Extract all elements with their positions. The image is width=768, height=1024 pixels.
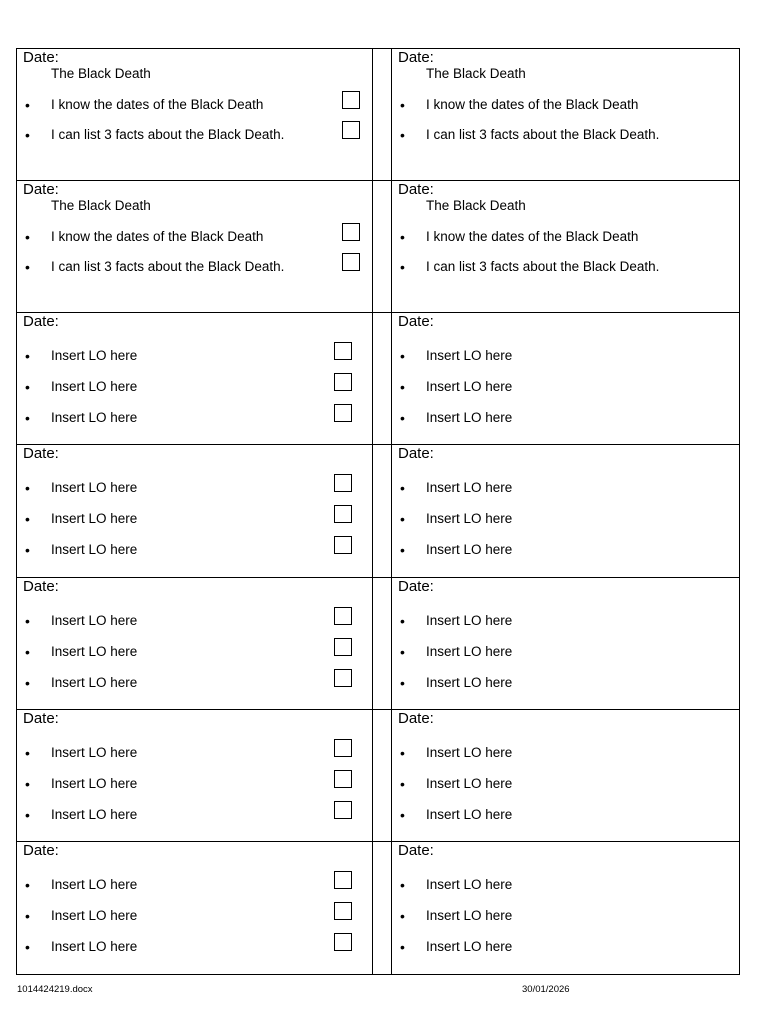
lo-item (391, 807, 739, 827)
bullet-icon: • (25, 127, 30, 143)
bullet-icon: • (25, 807, 30, 823)
bullet-icon: • (400, 877, 405, 893)
date-label: Date: (23, 313, 59, 330)
lo-checkbox[interactable] (334, 739, 352, 757)
lo-cell (16, 181, 372, 312)
lo-text: Insert LO here (51, 745, 138, 760)
lo-cell (391, 49, 739, 180)
bullet-icon: • (400, 410, 405, 426)
lo-checkbox[interactable] (334, 342, 352, 360)
lo-text: Insert LO here (51, 613, 138, 628)
lo-item (391, 613, 739, 633)
bullet-icon: • (400, 97, 405, 113)
bullet-icon: • (25, 511, 30, 527)
lo-item (16, 939, 372, 959)
bullet-icon: • (25, 348, 30, 364)
date-label: Date: (23, 710, 59, 727)
lo-text: I know the dates of the Black Death (51, 229, 264, 244)
lo-text: Insert LO here (426, 348, 513, 363)
lo-item (16, 97, 372, 117)
bullet-icon: • (25, 939, 30, 955)
bullet-icon: • (25, 776, 30, 792)
lo-item (16, 127, 372, 147)
lo-text: Insert LO here (426, 939, 513, 954)
lo-cell (391, 181, 739, 312)
lo-text: Insert LO here (426, 807, 513, 822)
lo-checkbox[interactable] (342, 91, 360, 109)
date-label: Date: (23, 181, 59, 198)
bullet-icon: • (400, 644, 405, 660)
lo-checkbox[interactable] (334, 871, 352, 889)
lo-checkbox[interactable] (334, 505, 352, 523)
lo-text: Insert LO here (51, 776, 138, 791)
lo-item (16, 908, 372, 928)
lo-item (16, 745, 372, 765)
lo-cell (391, 842, 739, 974)
lo-checkbox[interactable] (334, 933, 352, 951)
lo-text: Insert LO here (426, 410, 513, 425)
lo-checkbox[interactable] (334, 638, 352, 656)
lo-text: I know the dates of the Black Death (51, 97, 264, 112)
lo-text: Insert LO here (51, 542, 138, 557)
lo-checkbox[interactable] (334, 536, 352, 554)
bullet-icon: • (400, 348, 405, 364)
lo-checkbox[interactable] (334, 404, 352, 422)
bullet-icon: • (400, 908, 405, 924)
lo-cell (16, 578, 372, 709)
lo-item (391, 877, 739, 897)
lo-item (391, 939, 739, 959)
bullet-icon: • (25, 229, 30, 245)
date-label: Date: (398, 842, 434, 859)
lo-text: Insert LO here (51, 675, 138, 690)
bullet-icon: • (400, 613, 405, 629)
date-label: Date: (23, 842, 59, 859)
lo-text: I can list 3 facts about the Black Death. (51, 259, 285, 274)
lo-item (16, 229, 372, 249)
cell-title: The Black Death (51, 66, 151, 81)
lo-text: Insert LO here (426, 908, 513, 923)
lo-checkbox[interactable] (334, 801, 352, 819)
lo-text: I can list 3 facts about the Black Death. (426, 259, 660, 274)
bullet-icon: • (25, 542, 30, 558)
lo-cell (391, 578, 739, 709)
bullet-icon: • (25, 675, 30, 691)
bullet-icon: • (25, 97, 30, 113)
lo-item (16, 259, 372, 279)
date-label: Date: (398, 445, 434, 462)
lo-item (16, 410, 372, 430)
bullet-icon: • (400, 229, 405, 245)
lo-text: I can list 3 facts about the Black Death. (426, 127, 660, 142)
lo-cell (16, 313, 372, 444)
lo-text: Insert LO here (426, 511, 513, 526)
footer-date: 30/01/2026 (522, 984, 570, 995)
column-divider (372, 48, 373, 975)
lo-text: Insert LO here (51, 877, 138, 892)
bullet-icon: • (400, 939, 405, 955)
lo-checkbox[interactable] (342, 121, 360, 139)
lo-item (391, 379, 739, 399)
bullet-icon: • (400, 807, 405, 823)
lo-item (391, 229, 739, 249)
bullet-icon: • (25, 410, 30, 426)
date-label: Date: (398, 181, 434, 198)
bullet-icon: • (25, 480, 30, 496)
lo-checkbox[interactable] (334, 770, 352, 788)
lo-text: Insert LO here (426, 877, 513, 892)
lo-item (391, 644, 739, 664)
lo-text: Insert LO here (426, 776, 513, 791)
lo-text: I can list 3 facts about the Black Death. (51, 127, 285, 142)
date-label: Date: (23, 578, 59, 595)
date-label: Date: (398, 578, 434, 595)
lo-checkbox[interactable] (334, 373, 352, 391)
date-label: Date: (23, 49, 59, 66)
lo-cell (391, 445, 739, 577)
lo-text: Insert LO here (51, 511, 138, 526)
lo-item (16, 877, 372, 897)
lo-text: Insert LO here (51, 939, 138, 954)
lo-text: Insert LO here (426, 644, 513, 659)
bullet-icon: • (25, 613, 30, 629)
lo-item (16, 348, 372, 368)
cell-title: The Black Death (426, 198, 526, 213)
bullet-icon: • (400, 542, 405, 558)
lo-cell (16, 842, 372, 974)
lo-text: Insert LO here (426, 675, 513, 690)
lo-checkbox[interactable] (334, 669, 352, 687)
lo-text: Insert LO here (426, 542, 513, 557)
lo-item (391, 542, 739, 562)
date-label: Date: (398, 313, 434, 330)
date-label: Date: (23, 445, 59, 462)
lo-item (16, 776, 372, 796)
learning-objectives-table (16, 48, 740, 975)
lo-item (391, 511, 739, 531)
lo-item (391, 908, 739, 928)
bullet-icon: • (400, 480, 405, 496)
lo-text: Insert LO here (426, 480, 513, 495)
lo-item (16, 480, 372, 500)
lo-cell (391, 710, 739, 841)
lo-item (391, 348, 739, 368)
bullet-icon: • (25, 644, 30, 660)
lo-item (391, 127, 739, 147)
footer-filename: 1014424219.docx (17, 984, 93, 995)
bullet-icon: • (400, 127, 405, 143)
lo-cell (16, 710, 372, 841)
lo-checkbox[interactable] (334, 607, 352, 625)
lo-item (391, 410, 739, 430)
lo-checkbox[interactable] (342, 223, 360, 241)
bullet-icon: • (25, 259, 30, 275)
lo-text: I know the dates of the Black Death (426, 97, 639, 112)
lo-text: Insert LO here (426, 613, 513, 628)
lo-cell (16, 445, 372, 577)
lo-item (16, 379, 372, 399)
lo-text: Insert LO here (51, 807, 138, 822)
lo-text: Insert LO here (51, 480, 138, 495)
lo-item (391, 776, 739, 796)
bullet-icon: • (25, 379, 30, 395)
date-label: Date: (398, 710, 434, 727)
bullet-icon: • (400, 776, 405, 792)
lo-item (16, 511, 372, 531)
lo-item (391, 259, 739, 279)
lo-checkbox[interactable] (334, 902, 352, 920)
lo-text: Insert LO here (426, 745, 513, 760)
table-border-bottom (16, 974, 740, 975)
lo-checkbox[interactable] (334, 474, 352, 492)
bullet-icon: • (25, 745, 30, 761)
lo-text: Insert LO here (51, 410, 138, 425)
lo-text: I know the dates of the Black Death (426, 229, 639, 244)
bullet-icon: • (400, 379, 405, 395)
lo-text: Insert LO here (51, 908, 138, 923)
lo-text: Insert LO here (51, 644, 138, 659)
lo-item (391, 97, 739, 117)
lo-cell (391, 313, 739, 444)
cell-title: The Black Death (426, 66, 526, 81)
lo-item (16, 644, 372, 664)
lo-text: Insert LO here (51, 379, 138, 394)
lo-item (391, 745, 739, 765)
lo-item (16, 542, 372, 562)
lo-item (16, 613, 372, 633)
bullet-icon: • (400, 745, 405, 761)
lo-item (391, 480, 739, 500)
cell-title: The Black Death (51, 198, 151, 213)
lo-item (16, 807, 372, 827)
date-label: Date: (398, 49, 434, 66)
bullet-icon: • (400, 259, 405, 275)
table-border-right (739, 48, 740, 975)
lo-cell (16, 49, 372, 180)
lo-checkbox[interactable] (342, 253, 360, 271)
bullet-icon: • (25, 908, 30, 924)
lo-item (16, 675, 372, 695)
bullet-icon: • (25, 877, 30, 893)
bullet-icon: • (400, 675, 405, 691)
lo-item (391, 675, 739, 695)
lo-text: Insert LO here (51, 348, 138, 363)
bullet-icon: • (400, 511, 405, 527)
lo-text: Insert LO here (426, 379, 513, 394)
